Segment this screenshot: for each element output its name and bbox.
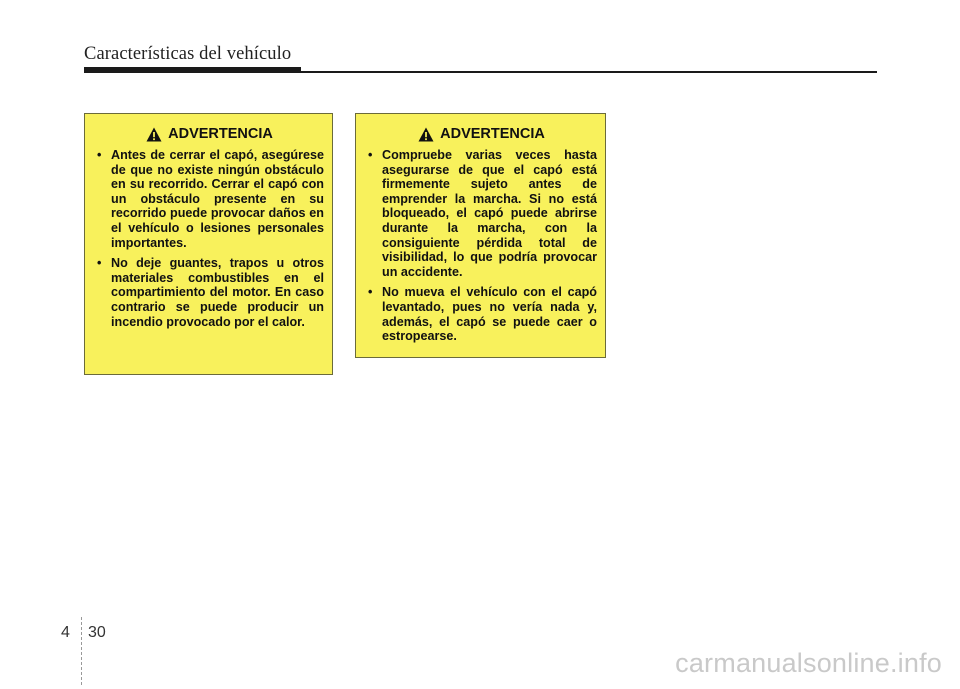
warning-title: ADVERTENCIA [440, 126, 545, 142]
warning-item: • Compruebe varias veces hasta asegurarse de que el capó está firmemente sujeto antes de emprender la marcha. Si no está bloqueado, el capó puede abrirse durante la marcha, con la consiguiente pérdida total de visibilidad, lo que podría provocar un accidente. [366, 148, 597, 279]
header-rule-accent [84, 67, 301, 73]
warning-item: • Antes de cerrar el capó, asegúrese de que no existe ningún obstáculo en su recorrido. Cerrar el capó con un obstáculo presente en su recorrido puede provocar daños en el vehículo o lesiones personales importantes. [95, 148, 324, 250]
footer-divider [81, 617, 82, 685]
warning-box-hood-latched [355, 113, 606, 358]
warning-title: ADVERTENCIA [168, 126, 273, 142]
page-number: 30 [88, 624, 106, 641]
warning-header [366, 126, 597, 142]
warning-triangle-icon [418, 127, 434, 142]
warning-header [95, 126, 324, 142]
warning-item: • No mueva el vehículo con el capó levantado, pues no vería nada y, además, el capó se puede caer o estropearse. [366, 285, 597, 343]
chapter-number: 4 [61, 624, 70, 641]
warning-item: • No deje guantes, trapos u otros materiales combustibles en el compartimiento del motor. En caso contrario se puede producir un incendio provocado por el calor. [95, 256, 324, 329]
warning-triangle-icon [146, 127, 162, 142]
section-title: Características del vehículo [84, 44, 292, 64]
warning-box-hood-closing [84, 113, 333, 375]
watermark: carmanualsonline.info [675, 648, 942, 678]
warning-list [366, 148, 597, 344]
warning-list [95, 148, 324, 329]
